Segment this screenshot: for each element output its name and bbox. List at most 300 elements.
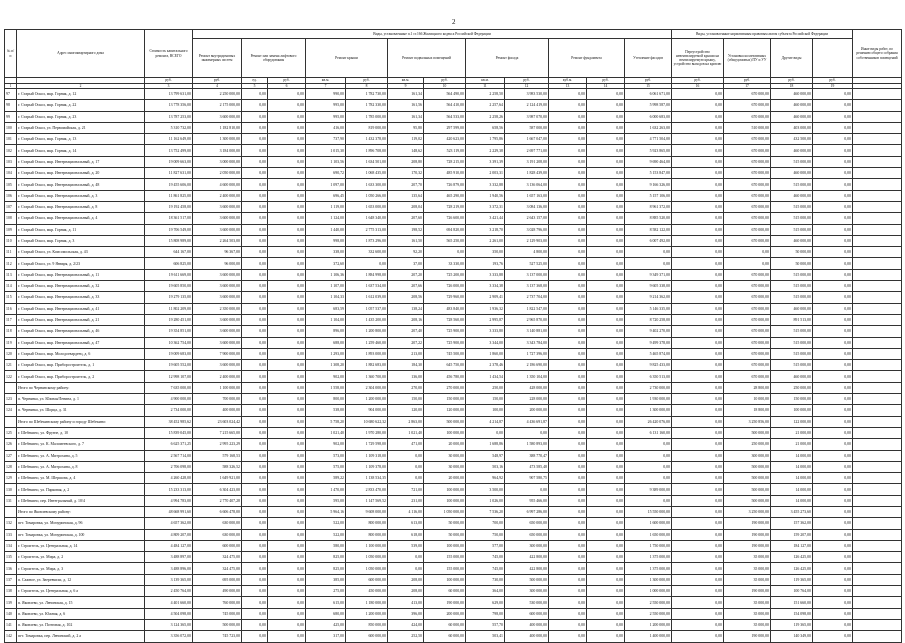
row-number-cell: 121 xyxy=(5,360,17,371)
value-cell: 726 879,00 xyxy=(424,179,466,190)
value-cell: 0,00 xyxy=(268,111,306,122)
value-cell: 0,00 xyxy=(587,89,625,100)
value-cell: 0,00 xyxy=(388,473,424,484)
value-cell: 6 304 423,00 xyxy=(193,484,242,495)
value-cell: 0,00 xyxy=(672,529,724,540)
value-cell: 515 000,00 xyxy=(771,213,813,224)
value-cell: 0,00 xyxy=(587,631,625,642)
column-number-cell: 10 xyxy=(424,83,466,89)
value-cell: 688,00 xyxy=(306,337,346,348)
value-cell: 35 000,00 xyxy=(724,608,771,619)
value-cell: 589,22 xyxy=(306,473,346,484)
value-cell: 0,00 xyxy=(813,337,853,348)
column-number-cell: 15 xyxy=(625,83,672,89)
value-cell xyxy=(853,586,902,597)
value-cell: 800,00 xyxy=(306,394,346,405)
value-cell: 0,00 xyxy=(242,337,268,348)
address-cell: г. Старый Оскол, мкр. Горняк, д. 3 xyxy=(17,235,145,246)
value-cell: 700 000,00 xyxy=(193,394,242,405)
value-cell: 0,00 xyxy=(625,473,672,484)
unit-cell: руб. xyxy=(587,78,625,84)
value-cell: 0,00 xyxy=(813,506,853,517)
table-row xyxy=(5,473,902,484)
row-number-cell: 101 xyxy=(5,134,17,145)
value-cell: 0,00 xyxy=(587,235,625,246)
value-cell: 577,00 xyxy=(466,540,505,551)
value-cell: 0,00 xyxy=(549,382,587,393)
value-cell: 0,00 xyxy=(549,179,587,190)
value-cell: 0,00 xyxy=(813,134,853,145)
value-cell: 208,56 xyxy=(388,292,424,303)
value-cell: 0,00 xyxy=(505,484,549,495)
value-cell: 5 964,16 xyxy=(306,506,346,517)
value-cell: 1 138 534,35 xyxy=(346,473,388,484)
value-cell: 3 600 000,00 xyxy=(193,111,242,122)
value-cell: 190 000,00 xyxy=(724,518,771,529)
col-facade-header: Ремонт фасада xyxy=(466,39,549,78)
value-cell: 515 000,00 xyxy=(771,224,813,235)
value-cell: 0,00 xyxy=(505,427,549,438)
value-cell: 522,00 xyxy=(306,518,346,529)
value-cell: 0,00 xyxy=(587,495,625,506)
value-cell: 7 215 665,00 xyxy=(193,427,242,438)
table-row xyxy=(5,529,902,540)
value-cell: 6 061 671,00 xyxy=(625,89,672,100)
value-cell: 100,00 xyxy=(466,405,505,416)
row-number-cell: 140 xyxy=(5,608,17,619)
value-cell: 670 000,00 xyxy=(724,224,771,235)
value-cell: 1 612 039,00 xyxy=(346,292,388,303)
value-cell: 615,00 xyxy=(306,597,346,608)
value-cell: 0,00 xyxy=(813,269,853,280)
value-cell: 0,00 xyxy=(242,235,268,246)
value-cell: 138,24 xyxy=(388,303,424,314)
value-cell: 1 182 810,00 xyxy=(193,122,242,133)
row-number-cell: 136 xyxy=(5,563,17,574)
value-cell xyxy=(853,111,902,122)
value-cell: 564 410,00 xyxy=(424,100,466,111)
table-row xyxy=(5,518,902,529)
value-cell xyxy=(853,631,902,642)
value-cell: 1 119,00 xyxy=(306,201,346,212)
value-cell: 33 330,00 xyxy=(424,258,466,269)
value-cell: 0,00 xyxy=(346,258,388,269)
value-cell: 606 825,00 xyxy=(145,258,193,269)
value-cell: 456 780,00 xyxy=(424,371,466,382)
value-cell: 670 000,00 xyxy=(724,314,771,325)
address-cell: г. Шебекино, пер. Интегральный, д. 10/4 xyxy=(17,495,145,506)
value-cell: 250,00 xyxy=(466,382,505,393)
value-cell: 515 000,00 xyxy=(771,156,813,167)
address-cell: г. Старый Оскол, мкр. Интернациональный, д. 8 xyxy=(17,201,145,212)
column-number-cell: 2 xyxy=(17,83,145,89)
value-cell: 231,00 xyxy=(388,495,424,506)
value-cell: 0,00 xyxy=(587,190,625,201)
value-cell: 0,00 xyxy=(268,156,306,167)
value-cell: 0,00 xyxy=(242,258,268,269)
col-foundation-header: Ремонт фундамента xyxy=(549,39,625,78)
value-cell: 3 344,00 xyxy=(466,337,505,348)
value-cell: 503,41 xyxy=(466,631,505,642)
address-cell: г. Старый Оскол, мкр. Интернациональный, д. 11 xyxy=(17,269,145,280)
value-cell: 500 000,00 xyxy=(424,416,466,427)
col-basement-header: Ремонт подвальных помещений xyxy=(388,39,466,78)
value-cell: 500 000,00 xyxy=(724,427,771,438)
value-cell: 0,00 xyxy=(813,179,853,190)
value-cell: 3 136 064,00 xyxy=(505,179,549,190)
value-cell: 96 367,00 xyxy=(193,247,242,258)
value-cell: 0,00 xyxy=(587,179,625,190)
value-cell: 19 605 552,00 xyxy=(145,360,193,371)
value-cell: 1 375 000,00 xyxy=(625,563,672,574)
column-number-cell: 17 xyxy=(724,83,771,89)
col-meters-header: Установка коллективных (общедомовых) ПУ и УУ xyxy=(724,39,771,78)
value-cell: 0,00 xyxy=(813,586,853,597)
value-cell: 0,00 xyxy=(672,269,724,280)
value-cell xyxy=(853,405,902,416)
value-cell: 2 378,46 xyxy=(466,360,505,371)
value-cell: 645 750,00 xyxy=(424,360,466,371)
table-row xyxy=(5,586,902,597)
value-cell: 155 000,00 xyxy=(424,552,466,563)
value-cell: 1 970 280,00 xyxy=(346,427,388,438)
value-cell: 0,00 xyxy=(549,552,587,563)
value-cell: 0,00 xyxy=(813,631,853,642)
value-cell: 0,00 xyxy=(242,111,268,122)
value-cell: 126 425,00 xyxy=(771,552,813,563)
value-cell: 100 000,00 xyxy=(424,484,466,495)
value-cell: 0,00 xyxy=(549,518,587,529)
value-cell: 670 000,00 xyxy=(724,179,771,190)
value-cell: 0,00 xyxy=(672,360,724,371)
table-row xyxy=(5,360,902,371)
table-row xyxy=(5,597,902,608)
value-cell: 0,00 xyxy=(813,292,853,303)
value-cell: 460 000,00 xyxy=(771,111,813,122)
value-cell: 135,64 xyxy=(388,190,424,201)
value-cell: 0,00 xyxy=(672,608,724,619)
value-cell: 0,00 xyxy=(549,348,587,359)
address-cell: г. Старый Оскол, мкр. Горняк, д. 22 xyxy=(17,100,145,111)
address-cell: г. Старый Оскол, мкр. Интернациональный, д. 32 xyxy=(17,281,145,292)
value-cell: 1 727 396,00 xyxy=(505,348,549,359)
value-cell: 100 000,00 xyxy=(424,427,466,438)
subtotal-row xyxy=(5,506,902,517)
value-cell: 728 215,00 xyxy=(424,156,466,167)
value-cell: 0,00 xyxy=(549,450,587,461)
value-cell: 0,00 xyxy=(549,484,587,495)
value-cell: 0,00 xyxy=(587,586,625,597)
value-cell: 0,00 xyxy=(549,416,587,427)
col-other-header: Другие виды xyxy=(771,39,813,78)
row-number-cell: 115 xyxy=(5,292,17,303)
table-row xyxy=(5,439,902,450)
value-cell: 0,00 xyxy=(242,461,268,472)
value-cell: 0,00 xyxy=(242,427,268,438)
value-cell: 0,00 xyxy=(268,382,306,393)
value-cell: 0,00 xyxy=(268,247,306,258)
value-cell: 902,00 xyxy=(306,439,346,450)
value-cell: 2 730 000,00 xyxy=(625,382,672,393)
value-cell: 1 015,30 xyxy=(306,145,346,156)
value-cell: 730,00 xyxy=(466,574,505,585)
value-cell: 955 466,00 xyxy=(505,495,549,506)
value-cell: 0,00 xyxy=(587,168,625,179)
value-cell: 490 000,00 xyxy=(193,586,242,597)
value-cell: 3 488 897,00 xyxy=(145,552,193,563)
address-cell: Итого по Шебекинскому району и городу Шебекино: xyxy=(17,416,145,427)
value-cell: 14 000,00 xyxy=(771,450,813,461)
value-cell: 2 734 000,00 xyxy=(145,405,193,416)
value-cell: 170,32 xyxy=(388,168,424,179)
value-cell: 207,22 xyxy=(388,337,424,348)
value-cell: 564 533,00 xyxy=(424,111,466,122)
value-cell: 148,62 xyxy=(388,145,424,156)
value-cell: 14 000,00 xyxy=(771,495,813,506)
address-cell: г. Старый Оскол, мкр. Приборостроитель, д. 1 xyxy=(17,360,145,371)
value-cell: 3 334,38 xyxy=(466,281,505,292)
value-cell: 35 000,00 xyxy=(724,619,771,630)
value-cell: 2 550 000,00 xyxy=(625,597,672,608)
value-cell: 0,00 xyxy=(672,89,724,100)
table-row xyxy=(5,213,902,224)
value-cell: 10 362 754,00 xyxy=(145,337,193,348)
value-cell: 670 000,00 xyxy=(724,213,771,224)
value-cell: 0,00 xyxy=(813,382,853,393)
value-cell: 1 873 296,00 xyxy=(346,235,388,246)
value-cell: 745 500,00 xyxy=(424,348,466,359)
value-cell: 0,00 xyxy=(268,134,306,145)
row-number-cell: 120 xyxy=(5,348,17,359)
value-cell: 1 100 000,00 xyxy=(346,540,388,551)
value-cell: 228 000,00 xyxy=(505,394,549,405)
table-row xyxy=(5,563,902,574)
value-cell: 1 000 000,00 xyxy=(625,586,672,597)
value-cell: 0,00 xyxy=(672,450,724,461)
address-cell: г. Старый Оскол, мкр. Молодогвардеец, д. 6 xyxy=(17,348,145,359)
group-regional-header: Виды, установленные нормативным правовым актом субъекта Российской Федерации xyxy=(672,30,853,39)
table-row xyxy=(5,247,902,258)
value-cell: 2 965 870,00 xyxy=(505,314,549,325)
value-cell: 0,00 xyxy=(242,619,268,630)
value-cell: 0,00 xyxy=(587,619,625,630)
address-cell: г. Старый Оскол, мкр. Интернациональный, д. 21 xyxy=(17,314,145,325)
value-cell: 0,00 xyxy=(587,382,625,393)
value-cell: 0,00 xyxy=(672,619,724,630)
value-cell: 0,00 xyxy=(587,292,625,303)
value-cell: 0,00 xyxy=(549,190,587,201)
row-number-cell: 114 xyxy=(5,281,17,292)
unit-cell: руб. xyxy=(268,78,306,84)
value-cell: 503,16 xyxy=(466,461,505,472)
table-row xyxy=(5,619,902,630)
unit-cell: ед. xyxy=(242,78,268,84)
value-cell: 2 995 223,29 xyxy=(193,439,242,450)
value-cell: 6 606 478,00 xyxy=(193,506,242,517)
value-cell: 0,00 xyxy=(242,179,268,190)
value-cell: 9 214 362,00 xyxy=(625,292,672,303)
value-cell: 0,00 xyxy=(549,281,587,292)
value-cell xyxy=(853,224,902,235)
value-cell: 2 264 503,00 xyxy=(193,235,242,246)
value-cell: 0,00 xyxy=(549,529,587,540)
value-cell: 670 000,00 xyxy=(724,156,771,167)
value-cell: 6 997 286,00 xyxy=(505,506,549,517)
value-cell: 161,56 xyxy=(388,100,424,111)
value-cell: 798,00 xyxy=(466,608,505,619)
value-cell: 5 146 335,00 xyxy=(625,303,672,314)
value-cell: 1 147 569,52 xyxy=(346,495,388,506)
value-cell: 0,00 xyxy=(268,201,306,212)
value-cell: 0,00 xyxy=(672,586,724,597)
value-cell: 0,00 xyxy=(587,371,625,382)
value-cell: 1 300 000,00 xyxy=(625,574,672,585)
row-number-cell: 108 xyxy=(5,213,17,224)
value-cell: 0,00 xyxy=(268,269,306,280)
value-cell: 0,00 xyxy=(587,574,625,585)
value-cell xyxy=(853,156,902,167)
value-cell: 595,00 xyxy=(306,495,346,506)
row-number-cell: 133 xyxy=(5,529,17,540)
address-cell: г. Старый Оскол, мкр. Интернациональный, д. 47 xyxy=(17,337,145,348)
value-cell: 4 657 362,00 xyxy=(145,518,193,529)
value-cell: 0,00 xyxy=(242,281,268,292)
value-cell: 564 490,00 xyxy=(424,89,466,100)
value-cell: 0,00 xyxy=(549,506,587,517)
unit-cell: руб. xyxy=(346,78,388,84)
value-cell: 670 000,00 xyxy=(724,235,771,246)
row-number-cell: 131 xyxy=(5,495,17,506)
value-cell: 728 219,00 xyxy=(424,201,466,212)
value-cell: 0,00 xyxy=(625,495,672,506)
value-cell: 515 000,00 xyxy=(771,348,813,359)
value-cell: 0,00 xyxy=(242,416,268,427)
value-cell: 0,00 xyxy=(813,360,853,371)
value-cell: 500 000,00 xyxy=(724,484,771,495)
value-cell: 1 124,00 xyxy=(306,213,346,224)
value-cell: 317,00 xyxy=(306,631,346,642)
value-cell: 0,00 xyxy=(587,111,625,122)
column-number-cell: 13 xyxy=(549,83,587,89)
value-cell: 3 084 136,00 xyxy=(505,201,549,212)
value-cell: 0,00 xyxy=(268,540,306,551)
value-cell: 60 000,00 xyxy=(424,586,466,597)
value-cell: 275,00 xyxy=(306,586,346,597)
value-cell: 3 987 070,00 xyxy=(505,111,549,122)
row-number-cell: 126 xyxy=(5,439,17,450)
value-cell: 2 124 419,00 xyxy=(505,100,549,111)
value-cell: 0,00 xyxy=(813,484,853,495)
value-cell: 0,00 xyxy=(268,506,306,517)
value-cell: 0,00 xyxy=(813,303,853,314)
value-cell: 0,00 xyxy=(268,337,306,348)
value-cell: 270,00 xyxy=(388,382,424,393)
value-cell: 600 000,00 xyxy=(346,574,388,585)
value-cell: 0,00 xyxy=(268,518,306,529)
value-cell: 0,00 xyxy=(672,427,724,438)
row-number-cell: 111 xyxy=(5,247,17,258)
value-cell: 1 103,56 xyxy=(306,156,346,167)
value-cell: 159 207,00 xyxy=(771,529,813,540)
value-cell: 300 000,00 xyxy=(505,586,549,597)
address-cell: г. Строитель, ул. Центральная, д. 14 xyxy=(17,540,145,551)
value-cell: 252,50 xyxy=(388,631,424,642)
value-cell: 0,00 xyxy=(587,484,625,495)
value-cell: 100 000,00 xyxy=(424,495,466,506)
value-cell: 3 600 000,00 xyxy=(193,224,242,235)
value-cell: 190 000,00 xyxy=(724,540,771,551)
value-cell: 0,00 xyxy=(268,235,306,246)
value-cell: 0,00 xyxy=(549,100,587,111)
value-cell: 19 009 683,00 xyxy=(145,348,193,359)
value-cell xyxy=(853,190,902,201)
value-cell: 510 000,00 xyxy=(724,122,771,133)
value-cell: 737,90 xyxy=(306,134,346,145)
value-cell: 151 660,00 xyxy=(771,597,813,608)
value-cell: 35 000,00 xyxy=(724,563,771,574)
column-number-cell: 3 xyxy=(145,83,193,89)
value-cell: 3 250 856,00 xyxy=(724,416,771,427)
address-cell: п. Яковлево, ул. Южная, д. 6 xyxy=(17,608,145,619)
column-number-cell: 8 xyxy=(346,83,388,89)
value-cell: 0,00 xyxy=(587,134,625,145)
value-cell: 1 782 330,00 xyxy=(346,100,388,111)
value-cell: 416,00 xyxy=(306,122,346,133)
address-cell: г. Старый Оскол, мкр. Интернациональный, д. 33 xyxy=(17,292,145,303)
value-cell: 3 250 000,00 xyxy=(724,506,771,517)
table-row xyxy=(5,484,902,495)
value-cell: 155 000,00 xyxy=(424,563,466,574)
value-cell: 0,00 xyxy=(813,145,853,156)
value-cell xyxy=(853,597,902,608)
value-cell: 30 000,00 xyxy=(424,461,466,472)
value-cell: 0,00 xyxy=(813,416,853,427)
row-number-cell: 105 xyxy=(5,179,17,190)
value-cell: 100 000,00 xyxy=(424,574,466,585)
value-cell: 0,00 xyxy=(242,156,268,167)
value-cell: 0,00 xyxy=(587,529,625,540)
value-cell: 850 000,00 xyxy=(346,619,388,630)
value-cell: 670 000,00 xyxy=(724,371,771,382)
value-cell: 0,00 xyxy=(242,529,268,540)
value-cell: 0,00 xyxy=(549,619,587,630)
value-cell: 136,00 xyxy=(388,371,424,382)
value-cell: 0,00 xyxy=(242,371,268,382)
value-cell: 7 536,20 xyxy=(466,506,505,517)
value-cell: 0,00 xyxy=(672,540,724,551)
address-cell: п. Сажное, ул. Зверевчихи, д. 12 xyxy=(17,574,145,585)
value-cell: 0,00 xyxy=(242,292,268,303)
value-cell: 0,00 xyxy=(549,631,587,642)
value-cell: 0,00 xyxy=(672,201,724,212)
value-cell: 19 354 851,00 xyxy=(145,326,193,337)
value-cell: 15 808 989,00 xyxy=(145,235,193,246)
value-cell: 3 500,00 xyxy=(466,484,505,495)
value-cell xyxy=(853,360,902,371)
table-row xyxy=(5,608,902,619)
value-cell: 0,00 xyxy=(388,450,424,461)
value-cell: 2 261,00 xyxy=(466,235,505,246)
value-cell: 0,00 xyxy=(587,360,625,371)
value-cell xyxy=(853,473,902,484)
value-cell: 60 000,00 xyxy=(424,631,466,642)
value-cell: 0,00 xyxy=(549,224,587,235)
value-cell: 0,00 xyxy=(587,303,625,314)
value-cell: 0,00 xyxy=(813,563,853,574)
unit-cell: руб. xyxy=(625,78,672,84)
address-cell: пгт. Томаровка, ул. Мичуринская, д. 100 xyxy=(17,529,145,540)
value-cell: 15 233 313,00 xyxy=(145,484,193,495)
